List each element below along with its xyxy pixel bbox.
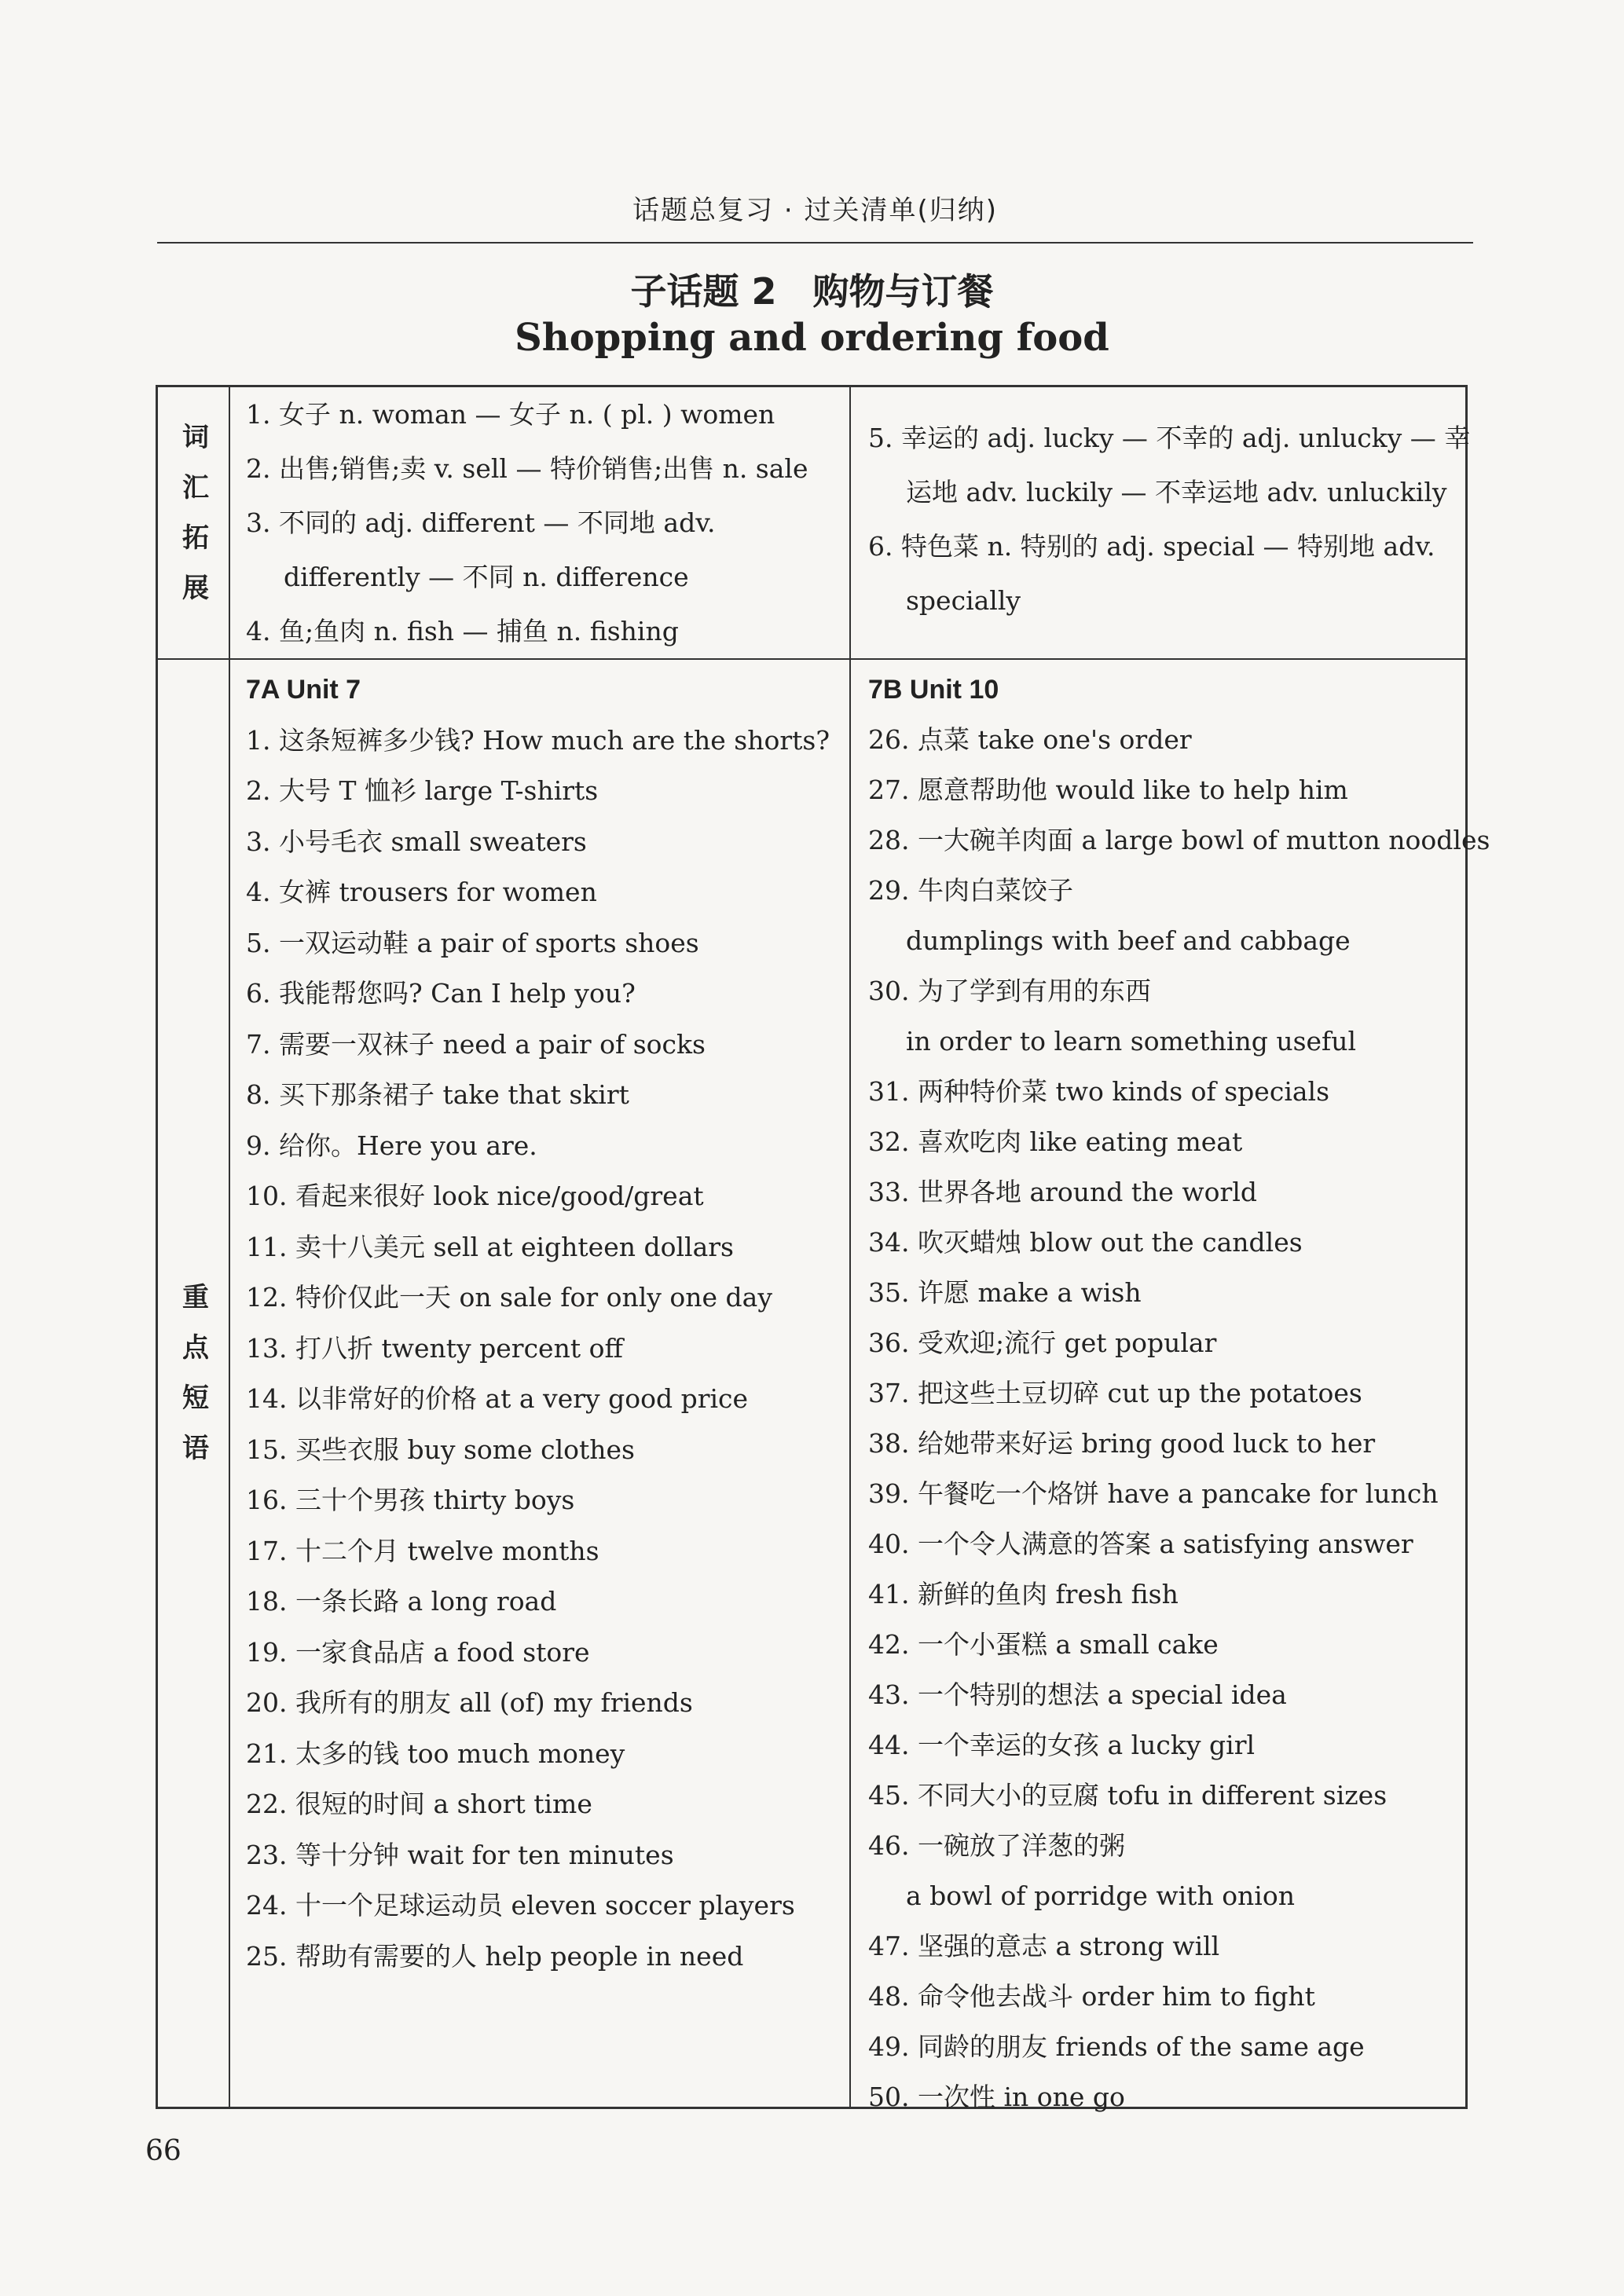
phrase-item: 33. 世界各地 around the world [868,1177,1257,1207]
vocab-line: specially [906,585,1021,616]
phrase-item: 4. 女裤 trousers for women [246,877,597,907]
phrase-item: 14. 以非常好的价格 at a very good price [246,1383,749,1414]
phrase-item: 35. 许愿 make a wish [868,1277,1142,1308]
phrase-item: 13. 打八折 twenty percent off [246,1332,623,1364]
review-table [156,385,1490,2112]
phrase-item: in order to learn something useful [906,1026,1357,1056]
phrase-item: 18. 一条长路 a long road [246,1586,557,1617]
phrase-item: 43. 一个特别的想法 a special idea [868,1679,1287,1710]
vocab-label: 词汇拓展 [177,422,209,624]
phrase-item: 48. 命令他去战斗 order him to fight [868,1981,1315,2012]
phrase-item: dumplings with beef and cabbage [906,925,1351,956]
phrase-item: 16. 三十个男孩 thirty boys [246,1485,575,1515]
phrase-item: 27. 愿意帮助他 would like to help him [868,774,1348,805]
phrase-item: 39. 午餐吃一个烙饼 have a pancake for lunch [868,1478,1439,1509]
vocab-line: 5. 幸运的 adj. lucky — 不幸的 adj. unlucky — 幸 [868,423,1471,453]
phrase-item: 6. 我能帮您吗? Can I help you? [246,978,636,1009]
phrase-item: 12. 特价仅此一天 on sale for only one day [246,1282,772,1313]
phrase-item: 9. 给你。Here you are. [246,1130,537,1161]
phrase-item: 32. 喜欢吃肉 like eating meat [868,1126,1243,1157]
phrase-item: 29. 牛肉白菜饺子 [868,875,1073,906]
phrase-item: 24. 十一个足球运动员 eleven soccer players [246,1890,795,1921]
phrase-item: 25. 帮助有需要的人 help people in need [246,1940,744,1972]
header-rule [157,242,1473,244]
phrase-item: 10. 看起来很好 look nice/good/great [246,1181,704,1211]
phrase-item: 31. 两种特价菜 two kinds of specials [868,1076,1330,1107]
phrase-item: 34. 吹灭蜡烛 blow out the candles [868,1227,1303,1258]
phrase-item: 44. 一个幸运的女孩 a lucky girl [868,1730,1256,1760]
phrase-item: 7. 需要一双袜子 need a pair of socks [246,1028,706,1060]
vocab-line: 运地 adv. luckily — 不幸运地 adv. unluckily [906,477,1447,507]
phrase-item: 1. 这条短裤多少钱? How much are the shorts? [246,724,830,756]
phrase-item: 17. 十二个月 twelve months [246,1535,599,1566]
phrase-item: 42. 一个小蛋糕 a small cake [868,1629,1219,1660]
phrase-item: 22. 很短的时间 a short time [246,1789,592,1819]
phrase-label: 重点短语 [177,1282,209,1484]
phrase-item: 2. 大号 T 恤衫 large T-shirts [246,775,599,806]
phrase-side-label [158,658,230,2107]
vocab-side-label [158,387,230,658]
phrase-item: 45. 不同大小的豆腐 tofu in different sizes [868,1780,1388,1811]
phrase-item: 19. 一家食品店 a food store [246,1636,590,1668]
vocab-line: 1. 女子 n. woman — 女子 n. ( pl. ) women [246,399,775,430]
running-head: 话题总复习 · 过关清单(归纳) [632,195,998,226]
phrase-item: 49. 同龄的朋友 friends of the same age [868,2031,1365,2062]
vocab-line: 6. 特色菜 n. 特别的 adj. special — 特别地 adv. [868,531,1435,562]
vocab-line: 3. 不同的 adj. different — 不同地 adv. [246,507,716,538]
phrase-item: 40. 一个令人满意的答案 a satisfying answer [868,1529,1413,1559]
page-number: 66 [145,2135,181,2167]
vocab-section [158,387,1471,660]
phrase-item: 20. 我所有的朋友 all (of) my friends [246,1687,693,1718]
phrase-right-column [851,658,1490,2112]
phrase-section [158,658,1490,2112]
page-title-english: Shopping and ordering food [515,316,1109,360]
vocab-left-column [229,387,851,658]
phrase-item: 11. 卖十八美元 sell at eighteen dollars [246,1231,734,1262]
page-title-chinese: 子话题 2 购物与订餐 [630,270,994,313]
phrase-item: 8. 买下那条裙子 take that skirt [246,1079,629,1110]
vocab-line: differently — 不同 n. difference [284,562,689,592]
unit-heading: 7A Unit 7 [246,675,361,705]
vocab-right-column [851,387,1471,658]
phrase-item: 36. 受欢迎;流行 get popular [868,1327,1217,1358]
vocab-line: 2. 出售;销售;卖 v. sell — 特价销售;出售 n. sale [246,453,808,484]
unit-heading: 7B Unit 10 [868,675,999,705]
phrase-item: 26. 点菜 take one's order [868,724,1192,755]
phrase-item: 28. 一大碗羊肉面 a large bowl of mutton noodles [868,825,1490,855]
phrase-left-column [229,658,851,2107]
phrase-item: 5. 一双运动鞋 a pair of sports shoes [246,927,699,958]
phrase-item: 41. 新鲜的鱼肉 fresh fish [868,1579,1179,1609]
phrase-item: 15. 买些衣服 buy some clothes [246,1434,635,1465]
phrase-item: 21. 太多的钱 too much money [246,1738,625,1769]
phrase-item: 37. 把这些土豆切碎 cut up the potatoes [868,1378,1362,1408]
phrase-item: 46. 一碗放了洋葱的粥 [868,1830,1125,1861]
phrase-item: 23. 等十分钟 wait for ten minutes [246,1839,674,1870]
vocab-line: 4. 鱼;鱼肉 n. fish — 捕鱼 n. fishing [246,616,679,646]
phrase-item: a bowl of porridge with onion [906,1880,1295,1911]
phrase-item: 38. 给她带来好运 bring good luck to her [868,1428,1376,1459]
phrase-item: 30. 为了学到有用的东西 [868,976,1151,1006]
phrase-item: 50. 一次性 in one go [868,2082,1125,2112]
phrase-item: 3. 小号毛衣 small sweaters [246,826,587,857]
phrase-item: 47. 坚强的意志 a strong will [868,1931,1220,1961]
